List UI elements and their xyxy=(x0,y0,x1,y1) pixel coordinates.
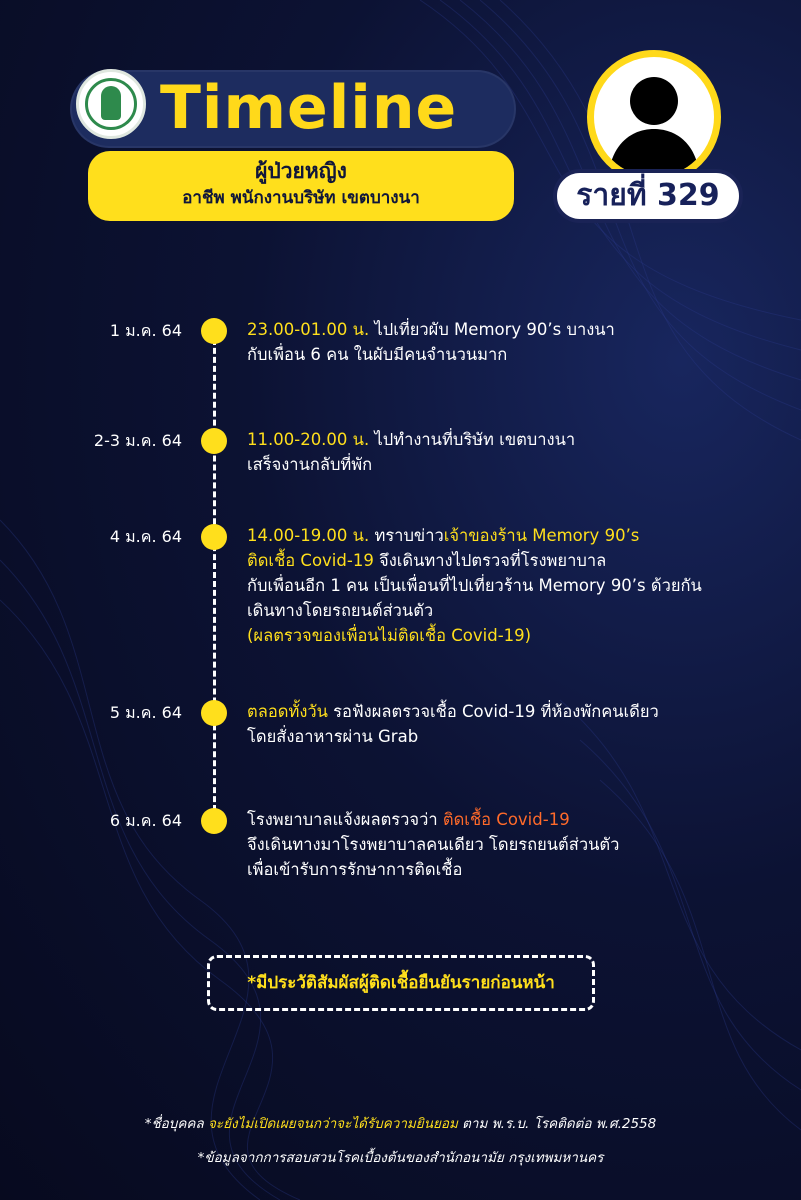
timeline-event xyxy=(247,523,787,648)
case-number-badge: รายที่ 329 xyxy=(553,169,743,223)
timeline-event-text: ไปเที่ยวผับ Memory 90’s บางนา xyxy=(369,320,615,339)
timeline-dot xyxy=(201,318,227,344)
timeline-event-text: เจ้าของร้าน Memory 90’s xyxy=(443,526,640,545)
timeline-event-text: ติดเชื้อ Covid-19 xyxy=(247,551,374,570)
timeline-event-line xyxy=(247,452,787,477)
timeline-event xyxy=(247,317,787,367)
timeline-date: 4 ม.ค. 64 xyxy=(109,527,182,546)
page-title: Timeline xyxy=(160,73,458,143)
patient-occupation: อาชีพ พนักงานบริษัท เขตบางนา xyxy=(182,188,420,208)
person-silhouette-icon xyxy=(587,50,721,184)
timeline-event-text: 14.00-19.00 น. xyxy=(247,526,370,545)
timeline-event-text: (ผลตรวจของเพื่อนไม่ติดเชื้อ Covid-19) xyxy=(247,626,532,645)
timeline-event-line xyxy=(247,832,787,857)
timeline-event-text: โดยสั่งอาหารผ่าน Grab xyxy=(247,727,419,746)
timeline-dot xyxy=(201,428,227,454)
patient-gender: ผู้ป่วยหญิง xyxy=(255,159,347,183)
timeline-event-text: กับเพื่อน 6 คน ในผับมีคนจำนวนมาก xyxy=(247,345,508,364)
timeline-date: 1 ม.ค. 64 xyxy=(109,321,182,340)
patient-info-box xyxy=(88,151,514,221)
timeline-event-text: เสร็จงานกลับที่พัก xyxy=(247,455,373,474)
timeline-event-line xyxy=(247,724,787,749)
timeline-event-text: ไปทำงานที่บริษัท เขตบางนา xyxy=(369,430,576,449)
timeline-event-line xyxy=(247,623,787,648)
timeline-line xyxy=(213,330,216,820)
timeline-event-text: รอฟังผลตรวจเชื้อ Covid-19 ที่ห้องพักคนเดียว xyxy=(327,702,659,721)
timeline-event-text: ตลอดทั้งวัน xyxy=(247,702,328,721)
timeline-event-text: ติดเชื้อ Covid-19 xyxy=(442,810,570,829)
timeline-date: 5 ม.ค. 64 xyxy=(109,703,182,722)
bangkok-seal-icon xyxy=(76,69,146,139)
timeline-event-text: 11.00-20.00 น. xyxy=(247,430,370,449)
timeline-event xyxy=(247,807,787,882)
timeline-event-text: กับเพื่อนอีก 1 คน เป็นเพื่อนที่ไปเที่ยวร้าน Memory 90’s ด้วยกัน xyxy=(247,576,702,595)
timeline-event-line xyxy=(247,699,787,724)
timeline-event-line xyxy=(247,807,787,832)
timeline-event-line xyxy=(247,857,787,882)
privacy-footnote: *ชื่อบุคคล จะยังไม่เปิดเผยจนกว่าจะได้รับความยินยอม ตาม พ.ร.บ. โรคติดต่อ พ.ศ.2558 xyxy=(144,1116,657,1132)
timeline-event-line xyxy=(247,317,787,342)
timeline-event-line xyxy=(247,598,787,623)
timeline-event-line xyxy=(247,427,787,452)
timeline-event-text: จึงเดินทางไปตรวจที่โรงพยาบาล xyxy=(373,551,607,570)
timeline-event-line xyxy=(247,573,787,598)
timeline-dot xyxy=(201,700,227,726)
timeline-event-line xyxy=(247,342,787,367)
timeline-event xyxy=(247,699,787,749)
timeline-event-text: เดินทางโดยรถยนต์ส่วนตัว xyxy=(247,601,434,620)
privacy-highlight: จะยังไม่เปิดเผยจนกว่าจะได้รับความยินยอม xyxy=(207,1116,458,1132)
timeline-event-text: ทราบข่าว xyxy=(369,526,444,545)
timeline-date: 6 ม.ค. 64 xyxy=(109,811,182,830)
timeline-event xyxy=(247,427,787,477)
contact-history-note: *มีประวัติสัมผัสผู้ติดเชื้อยืนยันรายก่อนหน้า xyxy=(207,955,595,1011)
timeline-date: 2-3 ม.ค. 64 xyxy=(93,431,182,450)
timeline-event-text: 23.00-01.00 น. xyxy=(247,320,370,339)
timeline-dot xyxy=(201,524,227,550)
timeline-event-line xyxy=(247,548,787,573)
timeline-dot xyxy=(201,808,227,834)
source-footnote: *ข้อมูลจากการสอบสวนโรคเบื้องต้นของสำนักอนามัย กรุงเทพมหานคร xyxy=(197,1150,604,1166)
timeline-event-text: จึงเดินทางมาโรงพยาบาลคนเดียว โดยรถยนต์ส่วนตัว xyxy=(247,835,620,854)
timeline-event-line xyxy=(247,523,787,548)
timeline-event-text: โรงพยาบาลแจ้งผลตรวจว่า xyxy=(247,810,443,829)
timeline-event-text: เพื่อเข้ารับการรักษาการติดเชื้อ xyxy=(247,860,463,879)
